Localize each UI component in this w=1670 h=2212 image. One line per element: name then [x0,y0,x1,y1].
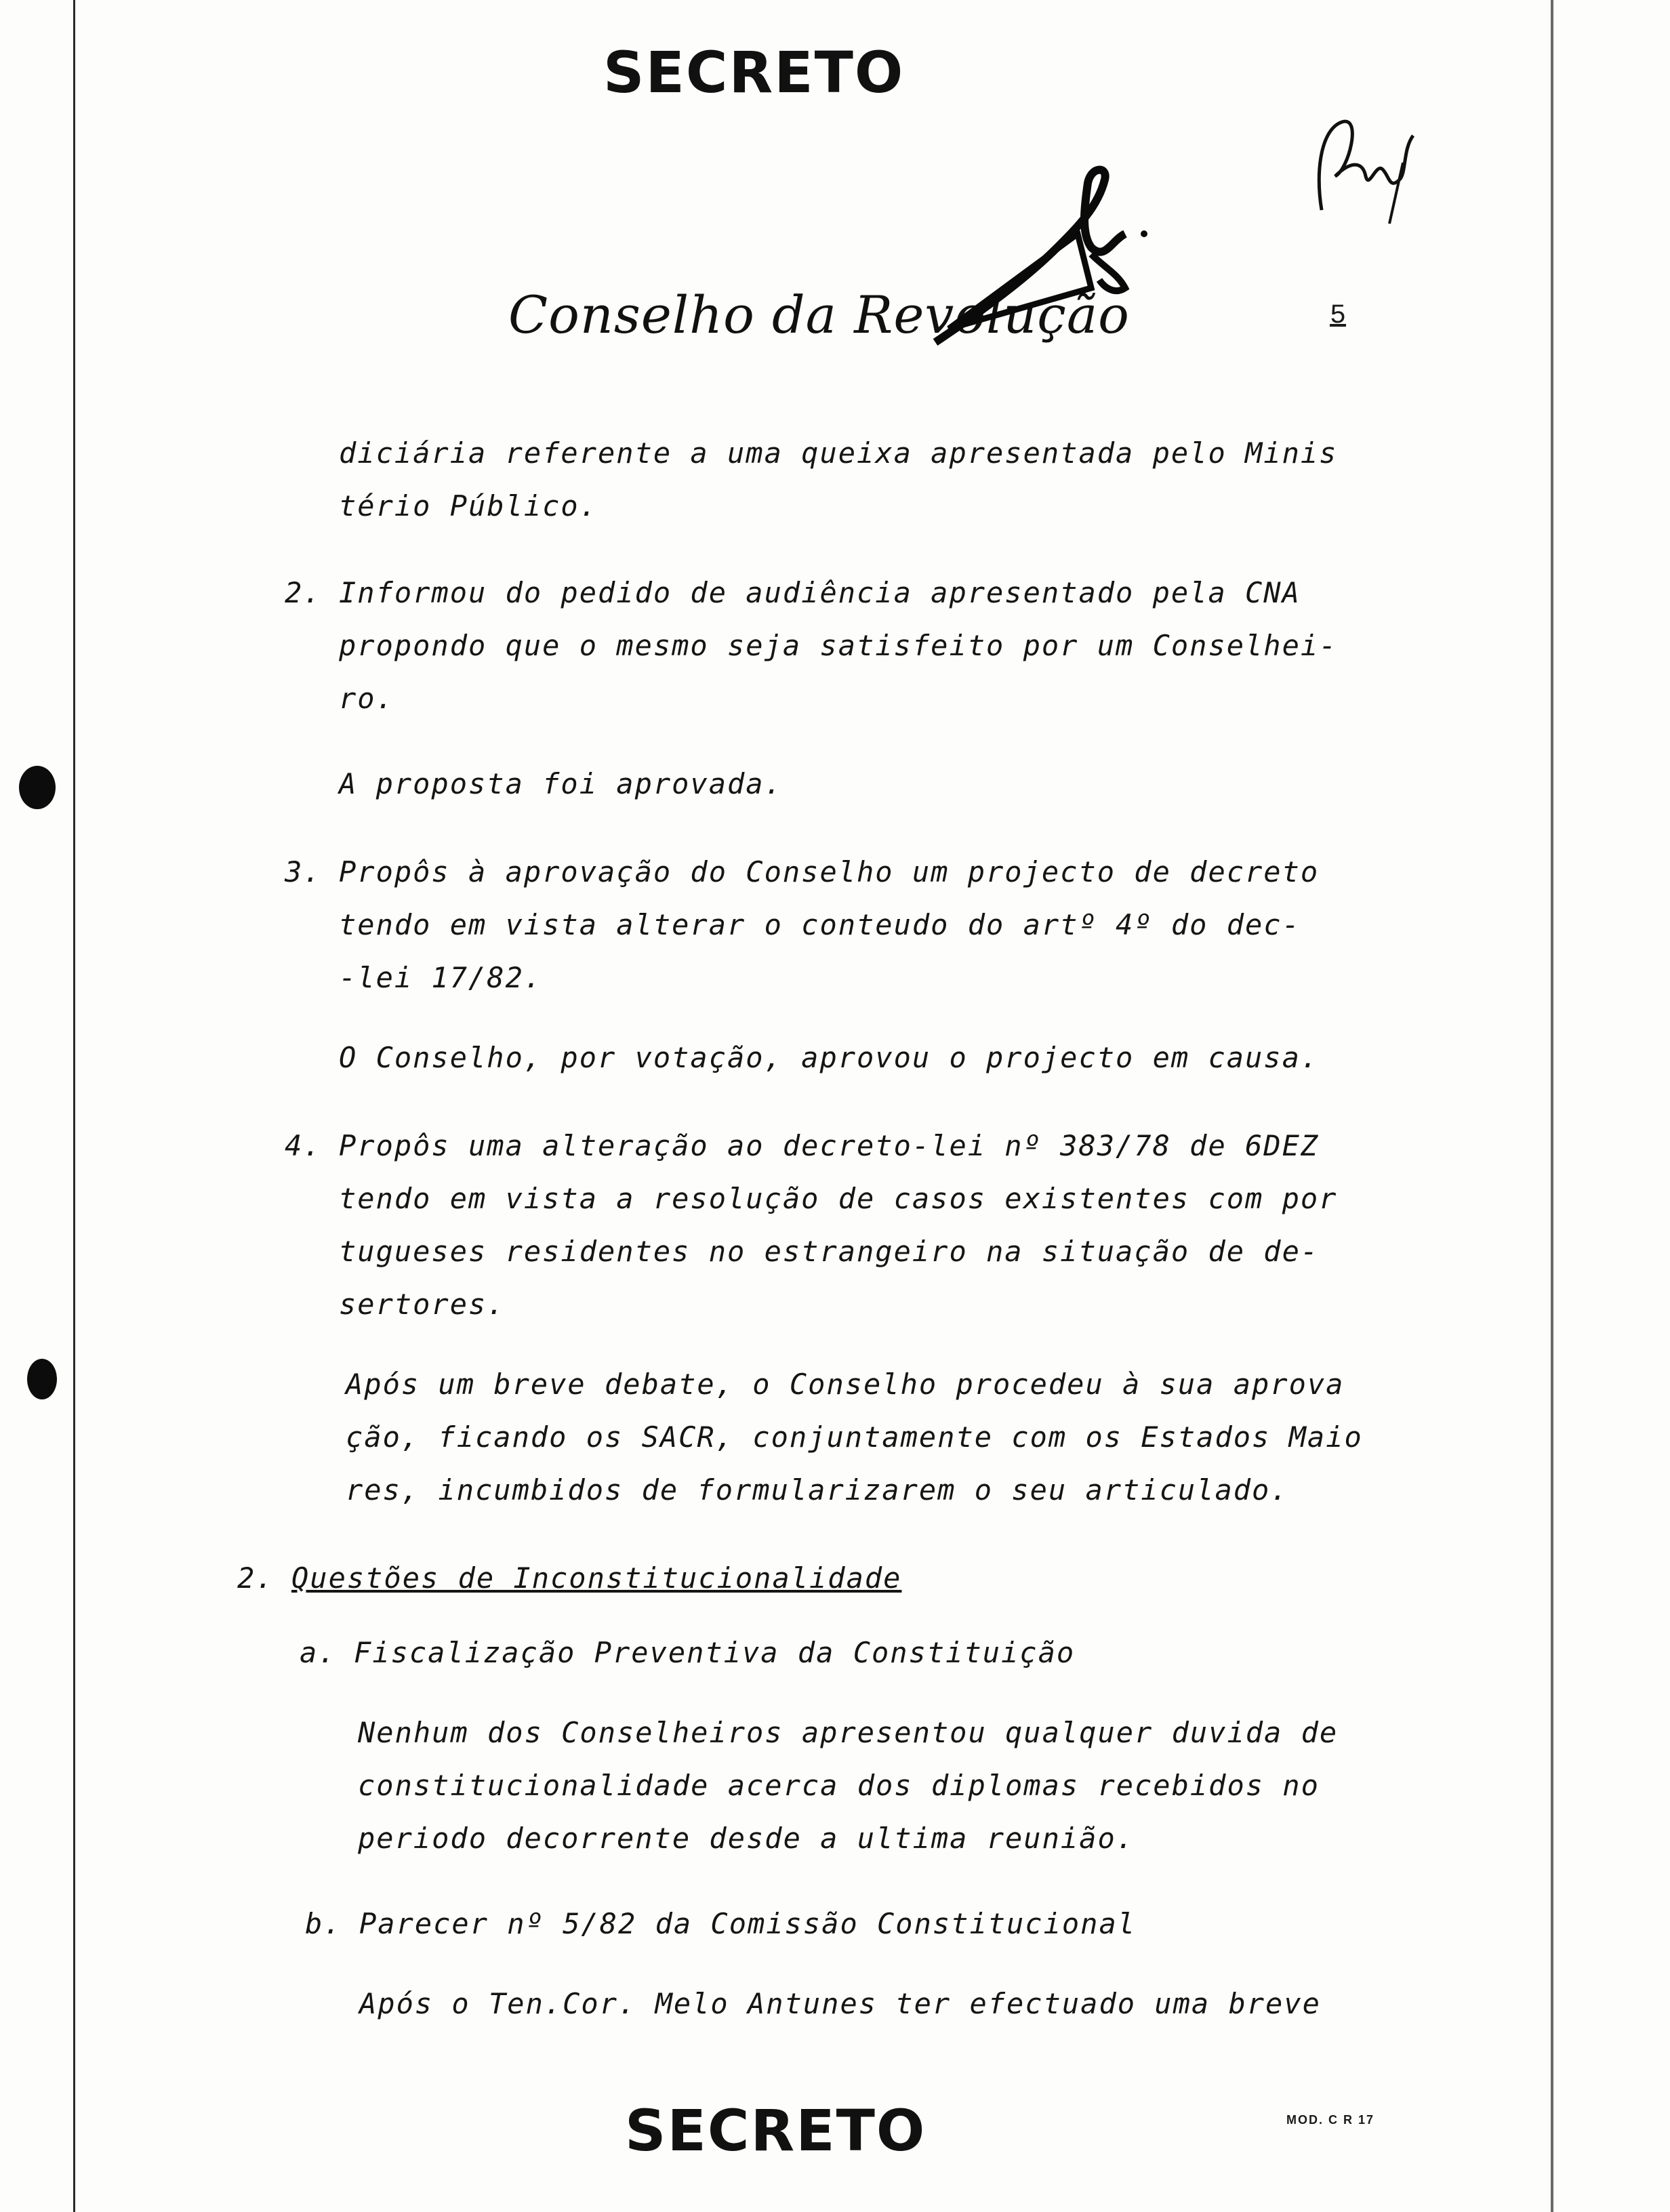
text-line [285,567,1396,619]
handwritten-signature [922,152,1166,356]
text-line: periodo decorrente desde a ultima reunião. [358,1822,1135,1855]
classification-top: SECRETO [603,39,905,106]
left-margin-line [73,0,75,2212]
subsection-label: a. [300,1636,337,1669]
page-number: 5 [1330,301,1347,331]
subsection-title: Fiscalização Preventiva da Constituição [354,1636,1076,1669]
punch-hole-lower [27,1359,57,1399]
section-title: Questões de Inconstitucionalidade [291,1561,902,1595]
text-line: A proposta foi aprovada. [339,767,783,800]
text-line: tendo em vista alterar o conteudo do artº 4º do dec- [339,908,1301,941]
resolution-paragraph [346,1358,1396,1517]
item-number: 2. [285,576,322,609]
punch-hole-upper [19,766,56,809]
subsection-title: Parecer nº 5/82 da Comissão Constitucional [359,1907,1137,1940]
item-text: Propôs uma alteração ao decreto-lei nº 383/78 de 6DEZ [339,1129,1320,1162]
text-line [285,1120,1396,1172]
text-line: tendo em vista a resolução de casos existentes com por [339,1182,1338,1215]
text-line: ção, ficando os SACR, conjuntamente com os Estados Maio [346,1420,1363,1454]
text-line: tugueses residentes no estrangeiro na situação de de- [339,1235,1320,1268]
subsection-heading [300,1626,1403,1679]
subsection-a-text [358,1706,1403,1865]
list-item-3 [285,846,1396,1004]
subsection-b [305,1898,1403,2030]
text-line: O Conselho, por votação, aprovou o projecto em causa. [339,1041,1320,1074]
text-line [285,846,1396,899]
document-body [285,427,1396,1517]
resolution-paragraph [339,1031,1396,1084]
classification-bottom: SECRETO [625,2097,926,2164]
text-line: constitucionalidade acerca dos diplomas recebidos no [358,1769,1320,1802]
resolution-paragraph [339,758,1396,811]
text-line: propondo que o mesmo seja satisfeito por um Conselhei- [339,629,1338,662]
text-line: Após um breve debate, o Conselho procedeu à sua aprova [346,1368,1345,1401]
item-number: 4. [285,1129,322,1162]
subsection-label: b. [305,1907,342,1940]
subsection-heading [305,1898,1403,1950]
item-number: 3. [285,855,322,888]
section-2 [237,1552,1403,2030]
text-line: Nenhum dos Conselheiros apresentou qualquer duvida de [358,1716,1339,1749]
subsection-b-text [359,1978,1403,2030]
right-scan-edge [1551,0,1553,2212]
list-item-2 [285,567,1396,725]
subsection-a [300,1626,1403,1865]
list-item-4 [285,1120,1396,1331]
section-number: 2. [237,1561,274,1595]
text-line: res, incumbidos de formularizarem o seu articulado. [346,1473,1289,1507]
text-line: Após o Ten.Cor. Melo Antunes ter efectuado uma breve [359,1987,1321,2020]
initials-signature [1301,95,1423,230]
item-text: Propôs à aprovação do Conselho um projecto de decreto [339,855,1320,888]
text-line: tério Público. [339,489,598,523]
continued-paragraph [339,427,1396,533]
text-line: diciária referente a uma queixa apresentada pelo Minis [339,436,1338,470]
section-heading [237,1552,1403,1605]
form-reference: MOD. C R 17 [1286,2113,1375,2127]
text-line: ro. [339,682,394,715]
text-line: sertores. [339,1288,506,1321]
institution-header: Conselho da Revolução [508,285,1130,345]
text-line: -lei 17/82. [339,961,543,994]
item-text: Informou do pedido de audiência apresentado pela CNA [339,576,1301,609]
